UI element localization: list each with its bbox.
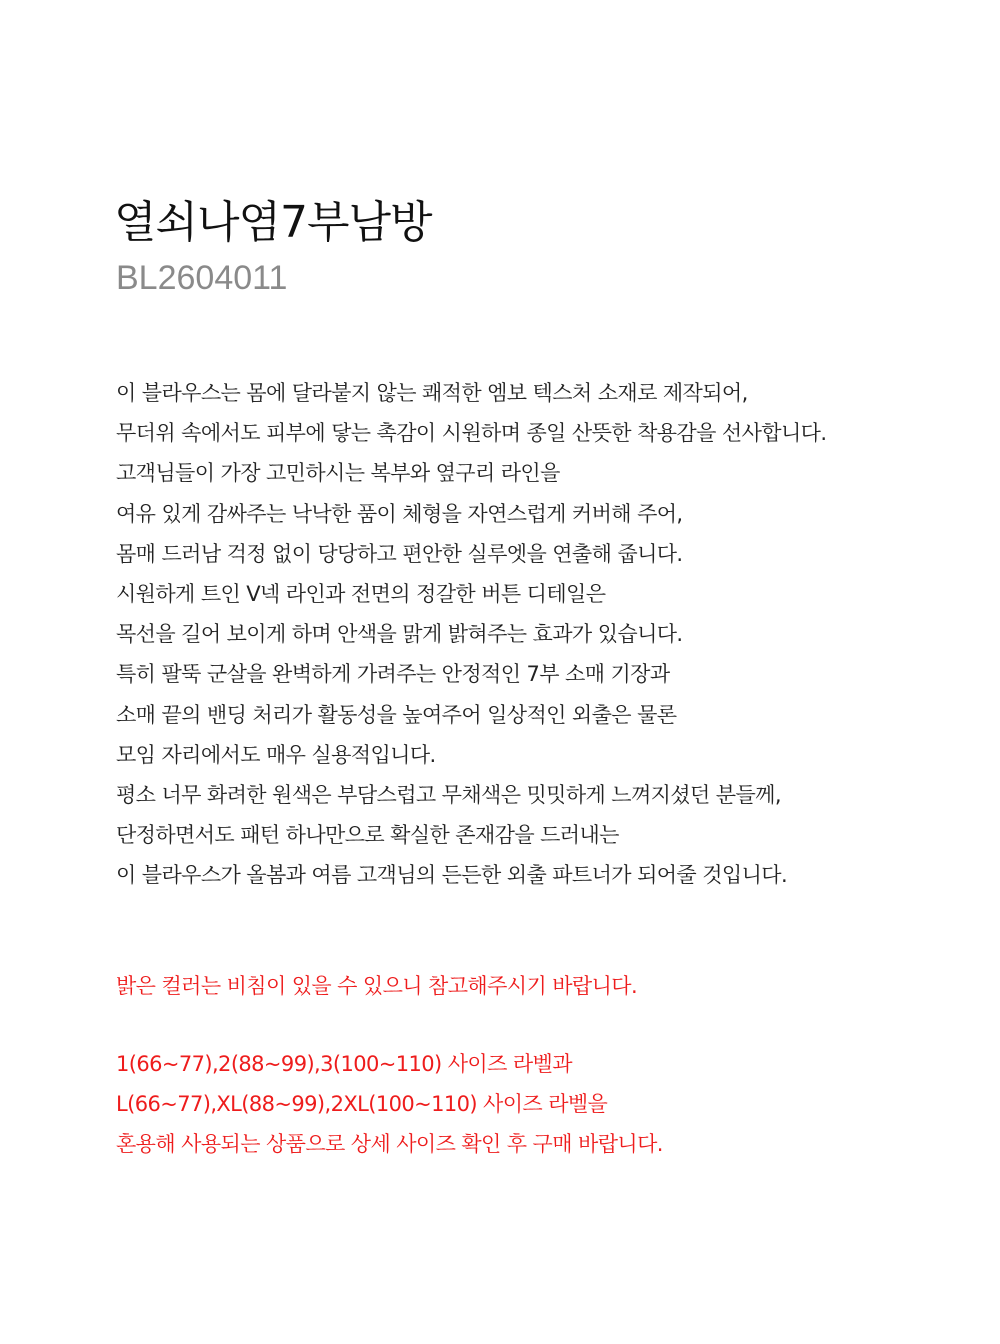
product-description bbox=[116, 373, 976, 896]
color-notice: 밝은 컬러는 비침이 있을 수 있으니 참고해주시기 바랍니다. bbox=[116, 974, 638, 998]
description-line: 시원하게 트인 V넥 라인과 전면의 정갈한 버튼 디테일은 bbox=[116, 582, 606, 607]
description-line: 여유 있게 감싸주는 낙낙한 품이 체형을 자연스럽게 커버해 주어, bbox=[116, 501, 683, 526]
description-line: 특히 팔뚝 군살을 완벽하게 가려주는 안정적인 7부 소매 기장과 bbox=[116, 662, 670, 687]
description-line: 고객님들이 가장 고민하시는 복부와 옆구리 라인을 bbox=[116, 461, 560, 486]
size-info-line: L(66~77),XL(88~99),2XL(100~110) 사이즈 라벨을 bbox=[116, 1092, 608, 1116]
description-line: 단정하면서도 패턴 하나만으로 확실한 존재감을 드러내는 bbox=[116, 823, 619, 848]
size-label-notice bbox=[116, 1044, 663, 1164]
description-line: 몸매 드러남 걱정 없이 당당하고 편안한 실루엣을 연출해 줍니다. bbox=[116, 541, 683, 566]
description-line: 이 블라우스는 몸에 달라붙지 않는 쾌적한 엠보 텍스처 소재로 제작되어, bbox=[116, 381, 748, 405]
description-line: 소매 끝의 밴딩 처리가 활동성을 높여주어 일상적인 외출은 물론 bbox=[116, 702, 677, 727]
description-line: 모임 자리에서도 매우 실용적입니다. bbox=[116, 742, 436, 767]
product-name: 열쇠나염7부남방 bbox=[114, 197, 432, 248]
description-line: 무더위 속에서도 피부에 닿는 촉감이 시원하며 종일 산뜻한 착용감을 선사합니다. bbox=[116, 421, 827, 446]
size-info-line: 1(66~77),2(88~99),3(100~110) 사이즈 라벨과 bbox=[116, 1052, 572, 1076]
size-info-line: 혼용해 사용되는 상품으로 상세 사이즈 확인 후 구매 바랍니다. bbox=[116, 1132, 663, 1156]
description-line: 평소 너무 화려한 원색은 부담스럽고 무채색은 밋밋하게 느껴지셨던 분들께, bbox=[116, 783, 781, 808]
product-code: BL2604011 bbox=[116, 259, 288, 297]
description-line: 목선을 길어 보이게 하며 안색을 맑게 밝혀주는 효과가 있습니다. bbox=[116, 622, 683, 647]
description-line: 이 블라우스가 올봄과 여름 고객님의 든든한 외출 파트너가 되어줄 것입니다. bbox=[116, 863, 788, 888]
